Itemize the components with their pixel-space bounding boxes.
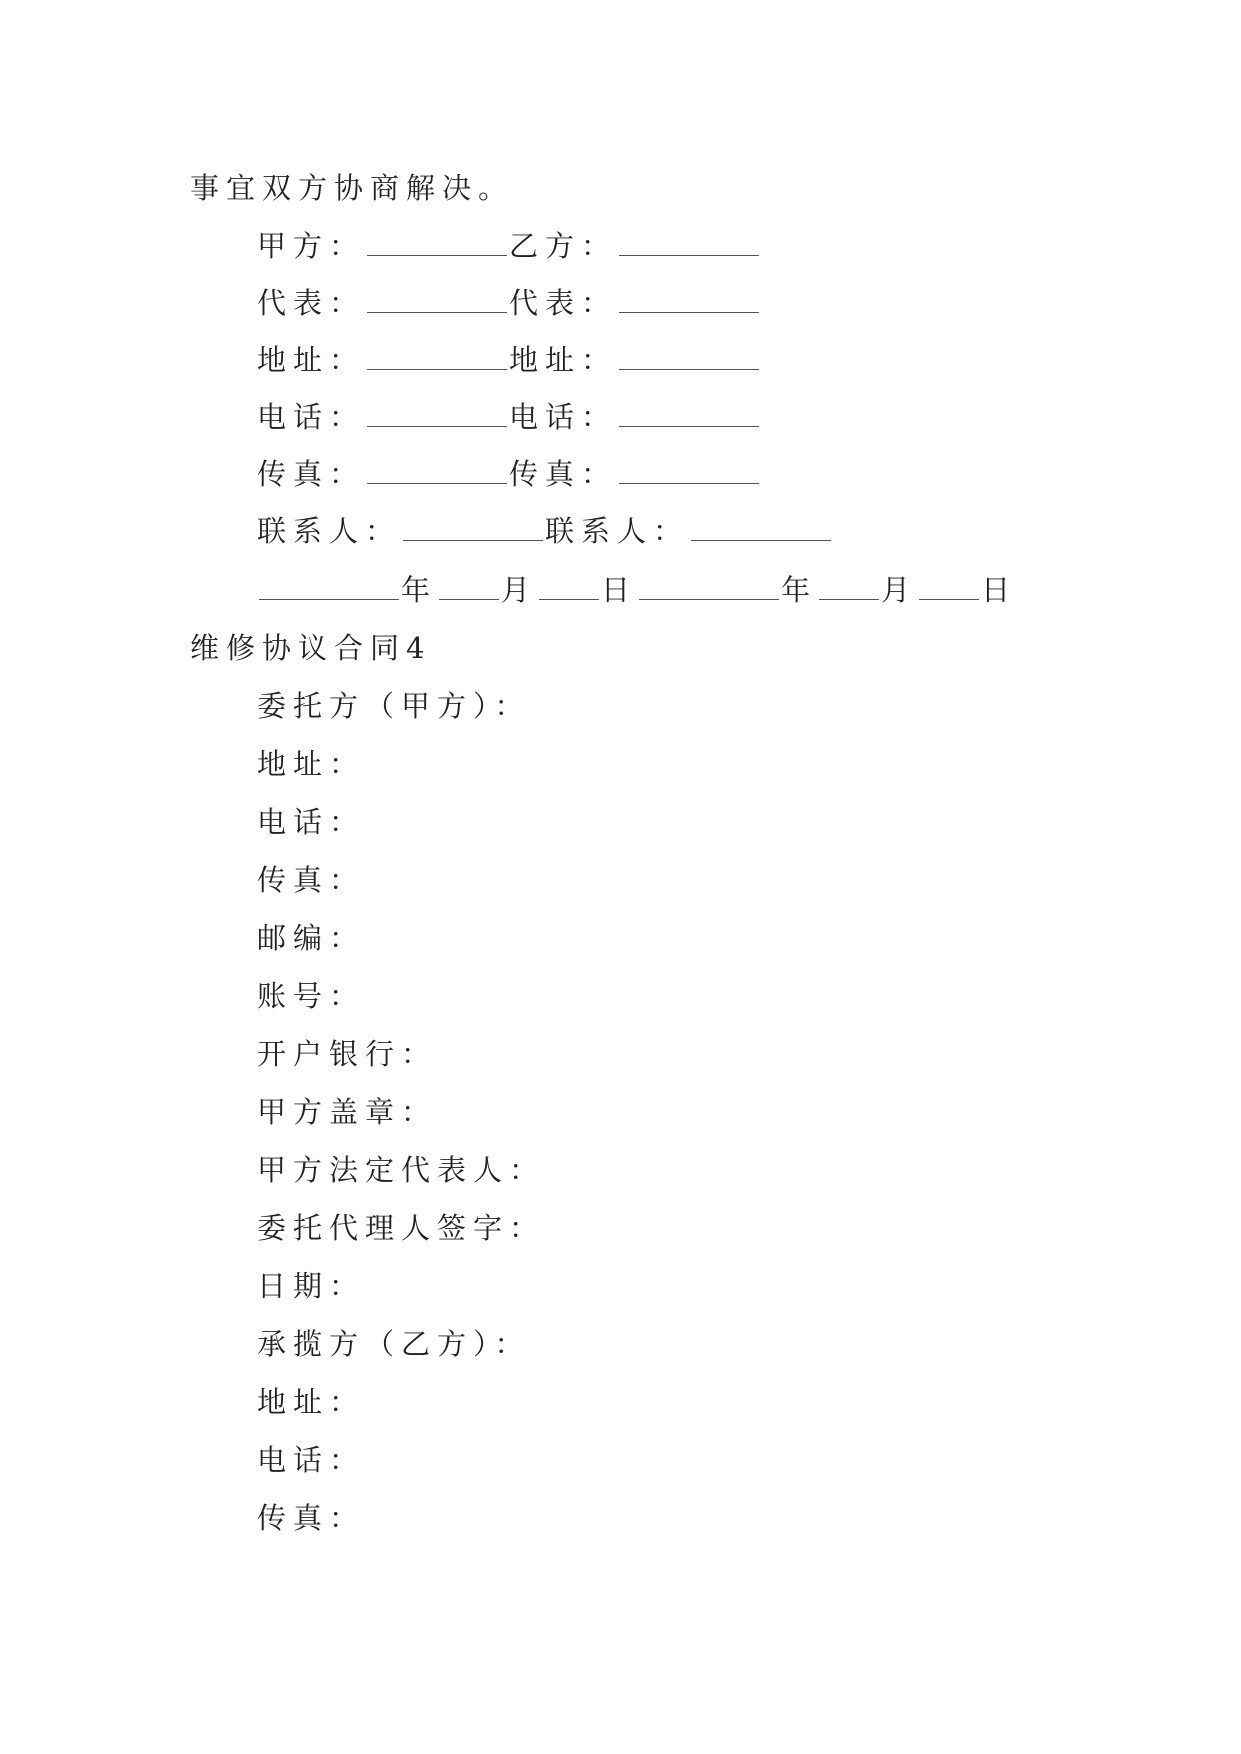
blank-line xyxy=(439,573,499,600)
blank-line xyxy=(919,573,979,600)
party-a-representative-label: 代表： xyxy=(257,286,366,320)
year-label: 年 xyxy=(781,573,818,607)
party-a-account-field: 账号： xyxy=(257,979,366,1013)
party-b-contact-label: 联系人： xyxy=(545,514,690,548)
blank-line xyxy=(403,514,543,541)
party-a-postcode-field: 邮编： xyxy=(257,921,366,955)
party-a-fax-field: 传真： xyxy=(257,863,366,897)
party-a-phone-label: 电话： xyxy=(257,400,366,434)
signature-row xyxy=(257,340,761,380)
blank-line xyxy=(367,400,507,427)
signature-row xyxy=(257,283,761,323)
continuation-text: 事宜双方协商解决。 xyxy=(190,171,515,205)
signature-row xyxy=(257,511,833,551)
party-b-address-label: 地址： xyxy=(509,343,618,377)
party-a-legal-rep-field: 甲方法定代表人： xyxy=(257,1153,546,1187)
blank-line xyxy=(539,573,599,600)
signature-row xyxy=(257,454,761,494)
blank-line xyxy=(367,457,507,484)
party-a-phone-field: 电话： xyxy=(257,805,366,839)
blank-line xyxy=(367,286,507,313)
month-label: 月 xyxy=(501,573,538,607)
party-a-fax-label: 传真： xyxy=(257,457,366,491)
party-a-heading: 委托方（甲方）： xyxy=(257,689,531,723)
blank-line xyxy=(619,229,759,256)
date-line xyxy=(257,570,1017,610)
party-b-fax-field: 传真： xyxy=(257,1501,366,1535)
blank-line xyxy=(619,343,759,370)
blank-line xyxy=(619,400,759,427)
party-a-address-field: 地址： xyxy=(257,747,366,781)
day-label: 日 xyxy=(601,573,638,607)
year-label: 年 xyxy=(401,573,438,607)
blank-line xyxy=(639,573,779,600)
blank-line xyxy=(367,229,507,256)
party-b-phone-label: 电话： xyxy=(509,400,618,434)
party-a-agent-signature-field: 委托代理人签字： xyxy=(257,1211,546,1245)
party-b-representative-label: 代表： xyxy=(509,286,618,320)
blank-line xyxy=(691,514,831,541)
party-a-label: 甲方： xyxy=(257,229,366,263)
party-b-heading: 承揽方（乙方）： xyxy=(257,1327,531,1361)
signature-row xyxy=(257,226,761,266)
party-a-contact-label: 联系人： xyxy=(257,514,402,548)
party-b-phone-field: 电话： xyxy=(257,1443,366,1477)
party-a-seal-field: 甲方盖章： xyxy=(257,1095,438,1129)
section-title: 维修协议合同4 xyxy=(190,631,432,665)
day-label: 日 xyxy=(981,573,1018,607)
party-b-fax-label: 传真： xyxy=(509,457,618,491)
blank-line xyxy=(619,286,759,313)
party-b-address-field: 地址： xyxy=(257,1385,366,1419)
party-a-address-label: 地址： xyxy=(257,343,366,377)
blank-line xyxy=(259,573,399,600)
party-a-date-field: 日期： xyxy=(257,1269,366,1303)
month-label: 月 xyxy=(881,573,918,607)
party-a-bank-field: 开户银行： xyxy=(257,1037,438,1071)
blank-line xyxy=(819,573,879,600)
blank-line xyxy=(367,343,507,370)
signature-row xyxy=(257,397,761,437)
blank-line xyxy=(619,457,759,484)
party-b-label: 乙方： xyxy=(509,229,618,263)
